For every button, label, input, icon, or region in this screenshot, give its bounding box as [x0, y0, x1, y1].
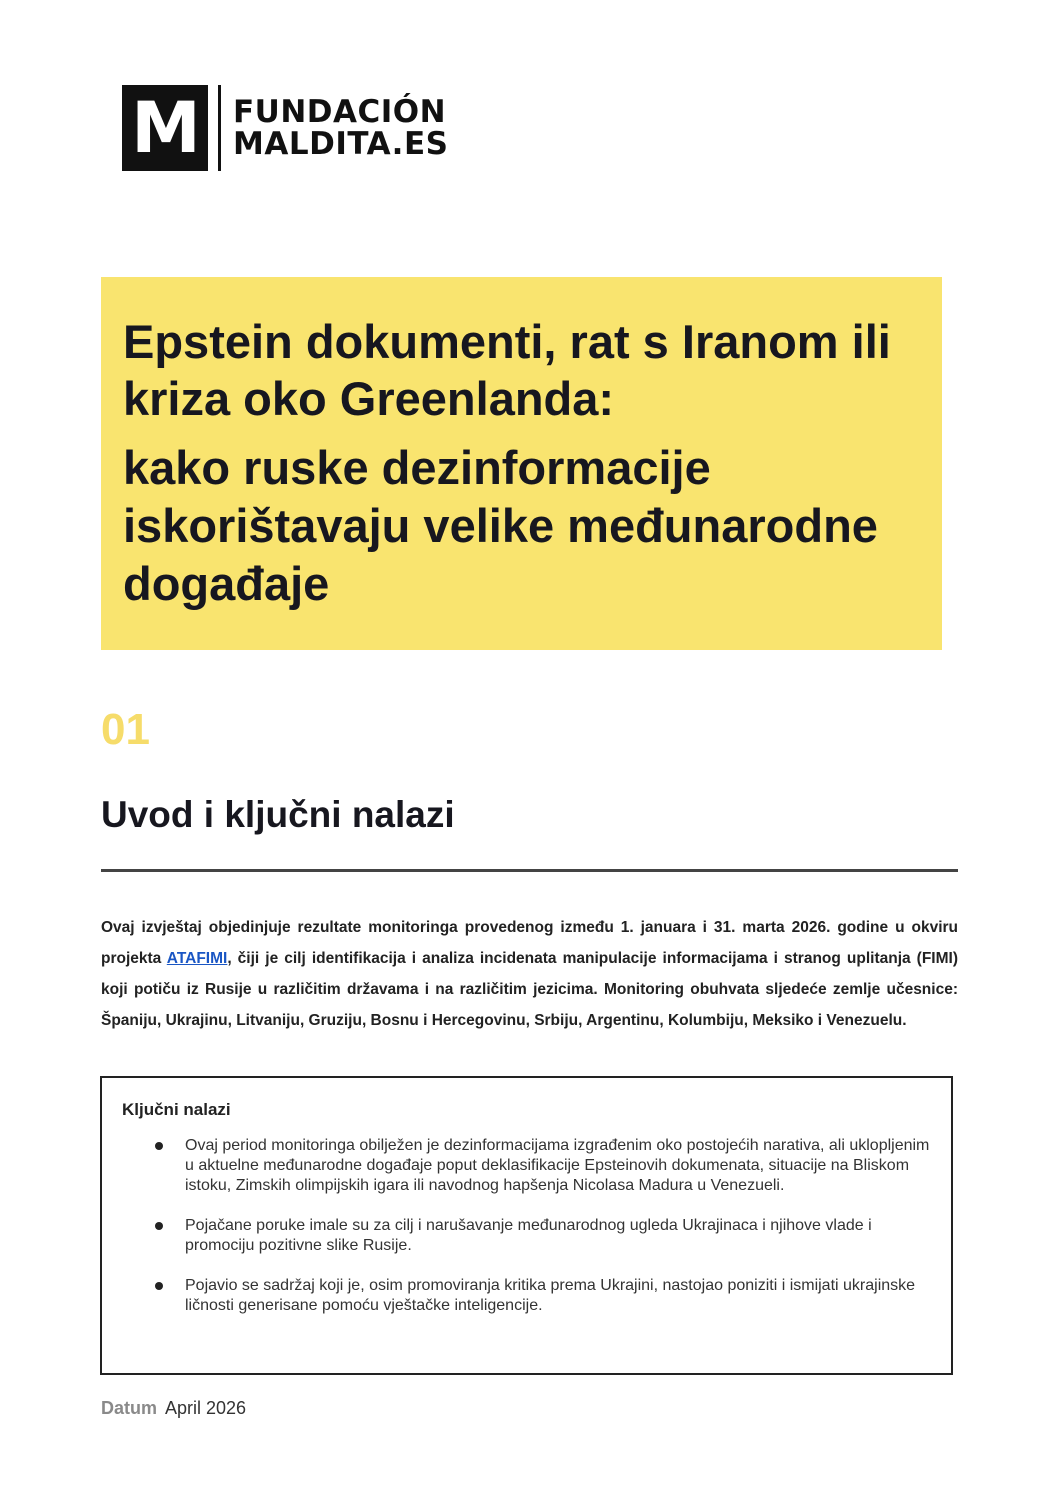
bullet-icon [155, 1282, 163, 1290]
logo [122, 85, 448, 171]
title-line-1: Epstein dokumenti, rat s Iranom ili kriza oko Greenlanda: [123, 315, 891, 425]
date-label: Datum [101, 1398, 158, 1418]
section-divider [101, 869, 958, 872]
logo-line-2: MALDITA.ES [233, 126, 449, 162]
list-item [122, 1276, 931, 1316]
date-value: April 2026 [165, 1398, 247, 1418]
list-item-text: Pojačane poruke imale su za cilj i narušavanje međunarodnog ugleda Ukrajinaca i njihove vlade i promociju pozitivne slike Rusije. [185, 1217, 872, 1254]
logo-divider [218, 85, 221, 171]
title-banner [101, 277, 942, 650]
section-heading: Uvod i ključni nalazi [101, 794, 455, 835]
date-line [101, 1398, 246, 1419]
list-item [122, 1136, 931, 1196]
bullet-icon [155, 1142, 163, 1150]
intro-paragraph [101, 912, 958, 1036]
bullet-icon [155, 1222, 163, 1230]
section-number: 01 [101, 705, 150, 754]
list-item-text: Pojavio se sadržaj koji je, osim promoviranja kritika prema Ukrajini, nastojao poniziti i ismijati ukrajinske ličnosti generisane pomoću vještačke inteligencije. [185, 1277, 916, 1314]
atafimi-link[interactable]: ATAFIMI [166, 950, 228, 967]
list-item [122, 1216, 931, 1256]
key-findings-list [122, 1136, 931, 1316]
logo-mark: M [122, 85, 208, 171]
intro-text-2: , čiji je cilj identifikacija i analiza incidenata manipulacije informacijama i stranog uplitanja (FIMI) koji potiču iz Rusije u različitim državama i na različitim jezicima. Monitoring obuhvata sljedeće zemlje učesnice: Španiju, Ukrajinu, Litvaniju, Gruziju, Bosnu i Hercegovinu, Srbiju, Argentinu, Kolumbiju, Meksiko i Venezuelu. [101, 950, 958, 1029]
key-findings-title: Ključni nalazi [122, 1100, 231, 1119]
title-line-2: kako ruske dezinformacije iskorištavaju velike međunarodne događaje [123, 441, 878, 610]
logo-line-1: FUNDACIÓN [233, 94, 447, 130]
list-item-text: Ovaj period monitoringa obilježen je dezinformacijama izgrađenim oko postojećih narativa, ali uklopljenim u aktuelne međunarodne događaje poput deklasifikacije Epsteinovih dokumenata, situacije na Bliskom istoku, Zimskih olimpijskih igara ili navodnog hapšenja Nicolasa Madura u Venezueli. [185, 1137, 930, 1194]
key-findings-box [100, 1076, 953, 1375]
intro-text-1: Ovaj izvještaj objedinjuje rezultate monitoringa provedenog između 1. januara i 31. marta 2026. godine u okviru projekta [101, 919, 958, 967]
logo-wordmark [233, 96, 448, 160]
